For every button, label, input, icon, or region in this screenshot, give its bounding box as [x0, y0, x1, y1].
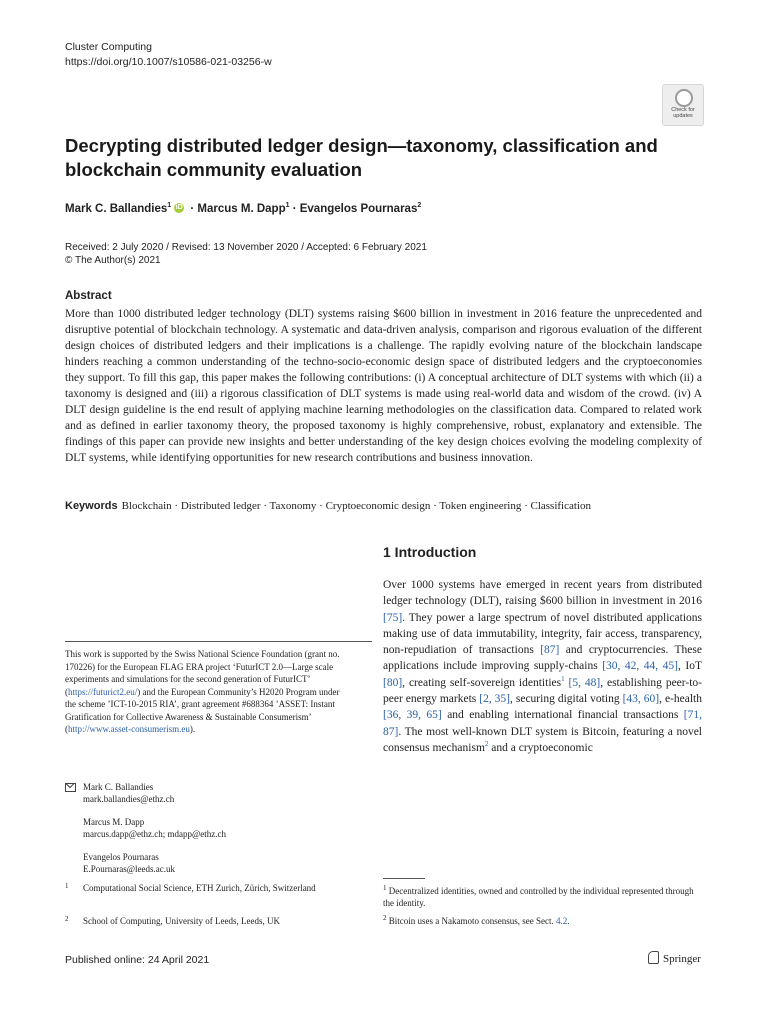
paper-title: Decrypting distributed ledger design—taxonomy, classification and blockchain community evaluation [65, 135, 658, 180]
affiliation-marker: 2 [417, 202, 422, 210]
abstract-text: More than 1000 distributed ledger technology (DLT) systems raising $600 billion in investment in 2016 feature the unprecedented and disruptive potential of blockchain technology. A systematic and data-driven analysis, comparison and rigorous evaluation of the different design choices of distributed ledgers and their implications is a challenge. The rapidly evolving nature of the blockchain landscape hinders reaching a common understanding of the techno-socio-economic design space of distributed ledgers and the cryptoeconomies they support. To fill this gap, this paper makes the following contributions: (i) A conceptual architecture of DLT systems with which (ii) a taxonomy is designed and (iii) a rigorous classification of DLT systems is made using real-world data and wisdom of the crowd. (iv) A DLT design guideline is the end result of applying machine learning methodologies on the classification data. Compared to related work and as defined in earlier taxonomy theory, the proposed taxonomy is highly comprehensive, robust, explanatory and extensible. The findings of this paper can provide new insights and better understanding of the key design choices evolving the modeling complexity of DLT systems, while identifying opportunities for new research contributions and business innovation. [65, 308, 702, 464]
check-for-updates-badge[interactable] [662, 84, 704, 126]
contact-name: Evangelos Pournaras [83, 852, 159, 862]
intro-text: . They power a large spectrum of novel distributed applications making use of data immutability, integrity, fair access, transparency, non-repudiation of transactions [383, 611, 702, 657]
check-updates-icon [675, 89, 693, 107]
contact-name: Mark C. Ballandies [83, 782, 154, 792]
contact-entry [83, 781, 174, 805]
contact-name: Marcus M. Dapp [83, 817, 145, 827]
journal-header [65, 40, 272, 70]
envelope-icon [65, 783, 76, 792]
intro-text: and a cryptoeconomic [488, 741, 593, 754]
citation-link[interactable]: [30, 42, 44, 45] [602, 660, 679, 673]
section-link[interactable]: 4.2 [555, 916, 568, 926]
intro-text: , establishing peer-to-peer energy markets [383, 676, 702, 706]
abstract-heading: Abstract [65, 290, 112, 302]
intro-text: , creating self-sovereign identities [402, 676, 562, 689]
citation-link[interactable]: [43, 60] [622, 693, 660, 706]
footnote-marker[interactable]: 1 [561, 674, 565, 683]
intro-text: Over 1000 systems have emerged in recent years from distributed ledger technology (DLT), raising $600 billion in investment in 2016 [383, 579, 702, 608]
author-name[interactable]: Evangelos Pournaras [299, 203, 418, 216]
funding-note: This work is supported by the Swiss National Science Foundation (grant no. 170226) for the European FLAG ERA project ‘FuturICT 2.0—Large scale experiments and simulations for the second generation of FuturICT’ (https://futurict2.eu/) and the European Community’s H2020 Program under the scheme ’ICT-10-2015 RIA’, grant agreement #688364 ’ASSET: Instant Gratification for Collective Awareness & Sustainable Consumerism’ (http://www.asset-consumerism.eu). [65, 649, 340, 734]
keywords-list: Blockchain · Distributed ledger · Taxonomy · Cryptoeconomic design · Token engineering · Classification [121, 500, 591, 512]
asset-link[interactable]: http://www.asset-consumerism.eu [68, 724, 190, 734]
footnote-number: 1 [383, 884, 387, 892]
springer-horse-icon [648, 951, 659, 964]
intro-text: . The most well-known DLT system is Bitcoin, featuring a novel consensus mechanism [383, 725, 702, 754]
contact-email[interactable]: mark.ballandies@ethz.ch [83, 794, 175, 804]
affiliation-number: 2 [65, 915, 69, 923]
contact-entry [83, 851, 175, 875]
publication-dates [65, 241, 427, 267]
intro-text: , e-health [659, 693, 702, 706]
footnote-divider [65, 641, 372, 642]
affiliation-text: Computational Social Science, ETH Zurich, Zürich, Switzerland [83, 883, 316, 893]
contact-entry [83, 816, 226, 840]
publisher-name: Springer [663, 953, 701, 965]
intro-text: , IoT [678, 660, 702, 673]
footnote-text: Bitcoin uses a Nakamoto consensus, see Sect. [388, 916, 556, 926]
orcid-icon[interactable]: iD [175, 204, 183, 211]
badge-line-2: updates [673, 113, 693, 119]
affiliation-text: School of Computing, University of Leeds, Leeds, UK [83, 916, 280, 926]
history-dates: Received: 2 July 2020 / Revised: 13 November 2020 / Accepted: 6 February 2021 [65, 242, 427, 253]
author-separator: · [187, 203, 198, 216]
introduction-paragraph [383, 577, 702, 756]
author-name[interactable]: Marcus M. Dapp [197, 203, 286, 216]
badge-line-1: Check for [671, 107, 695, 113]
keywords-label: Keywords [65, 500, 118, 512]
citation-link[interactable]: [5, 48] [568, 676, 601, 689]
publisher-logo[interactable] [648, 951, 701, 965]
affiliation-number: 1 [65, 882, 69, 890]
citation-link[interactable]: [2, 35] [479, 693, 511, 706]
intro-text: , securing digital voting [510, 693, 623, 706]
journal-name: Cluster Computing [65, 41, 152, 53]
doi-link[interactable]: https://doi.org/10.1007/s10586-021-03256-w [65, 56, 272, 68]
citation-link[interactable]: [75] [383, 611, 403, 624]
footnote-divider [383, 878, 425, 879]
author-separator: · [289, 203, 300, 216]
published-online: Published online: 24 April 2021 [65, 954, 210, 966]
affiliation-marker: 1 [285, 202, 290, 210]
citation-link[interactable]: [87] [540, 644, 560, 657]
copyright-line: © The Author(s) 2021 [65, 255, 161, 266]
intro-text: and enabling international financial transactions [441, 709, 684, 722]
citation-link[interactable]: [36, 39, 65] [383, 709, 442, 722]
footnote-1 [383, 885, 702, 909]
author-list [65, 203, 421, 215]
keywords-line [65, 500, 725, 512]
intro-text: and cryptocurrencies. These applications include improving supply-chains [383, 644, 702, 673]
citation-link[interactable]: [71, 87] [383, 709, 702, 738]
author-name[interactable]: Mark C. Ballandies [65, 203, 168, 216]
footnote-text: Decentralized identities, owned and controlled by the individual represented through the identity. [383, 886, 694, 908]
affiliation-marker: 1 [167, 202, 172, 210]
contact-email[interactable]: marcus.dapp@ethz.ch; mdapp@ethz.ch [83, 829, 227, 839]
futurict-link[interactable]: https://futurict2.eu/ [68, 686, 138, 697]
citation-link[interactable]: [80] [383, 676, 403, 689]
contact-email[interactable]: E.Pournaras@leeds.ac.uk [83, 864, 176, 874]
footnote-number: 2 [383, 914, 387, 922]
footnote-marker[interactable]: 2 [484, 740, 489, 749]
section-heading-introduction: 1 Introduction [383, 544, 477, 560]
footnote-2: $^2$ Bitcoin uses a Nakamoto consensus, see Sect. 4.2. [383, 914, 570, 926]
